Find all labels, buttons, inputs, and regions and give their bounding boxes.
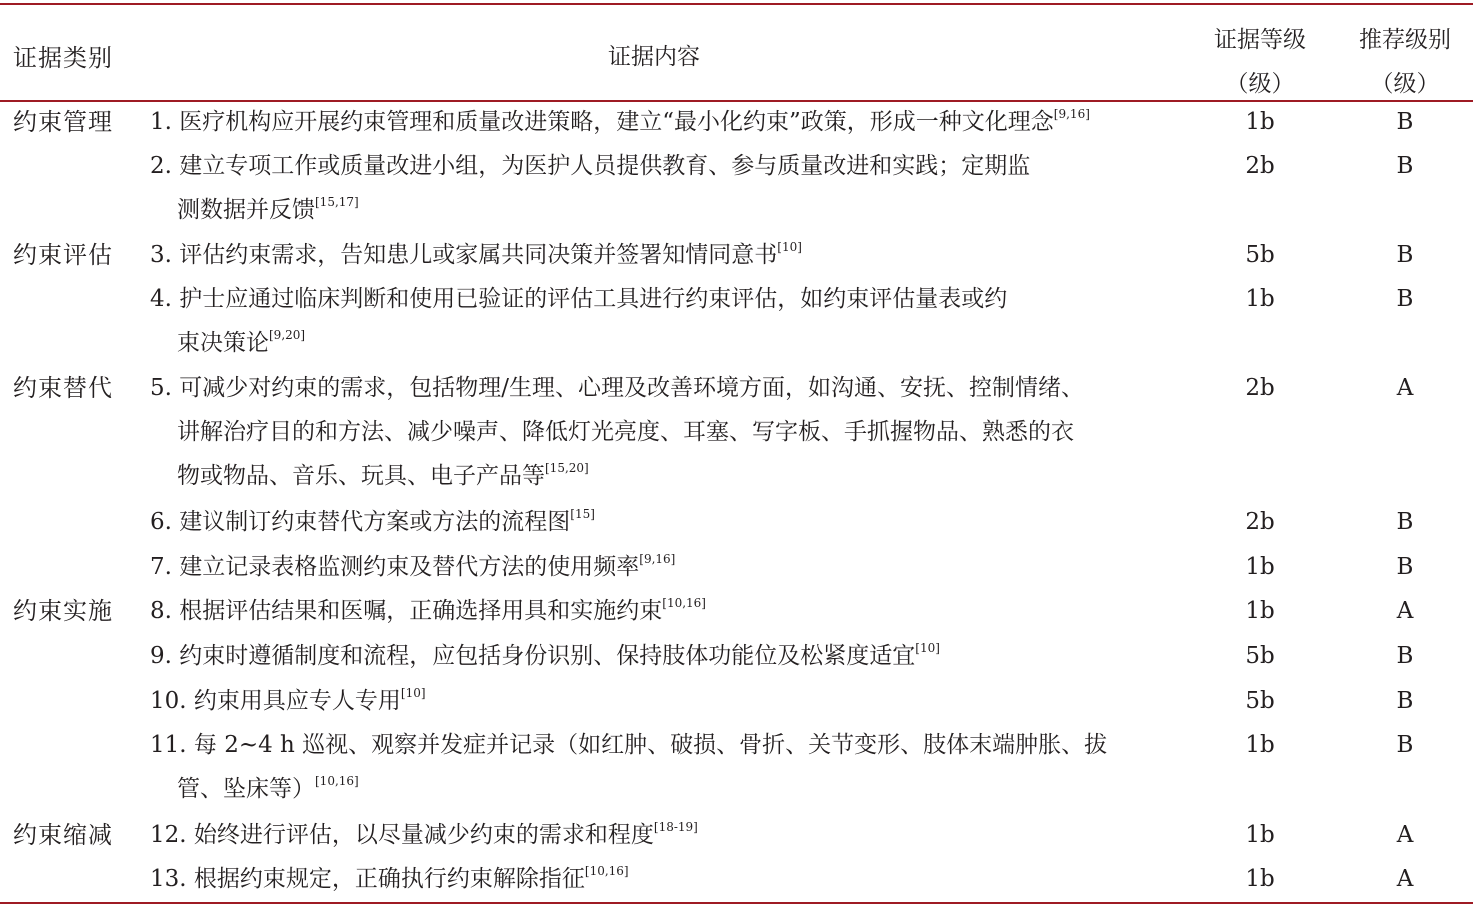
row-number: 13.: [150, 866, 187, 892]
table-row: [150, 144, 1180, 232]
row-text: 根据约束规定，正确执行约束解除指征: [193, 866, 585, 892]
evidence-grade: 1b: [1245, 286, 1275, 312]
recommendation-level: A: [1396, 598, 1414, 624]
citation: [10,16]: [584, 864, 629, 878]
table-row: [150, 723, 1180, 811]
recommendation-level: B: [1396, 554, 1414, 580]
recommendation-level: B: [1396, 153, 1414, 179]
category-label: 约束替代: [13, 374, 113, 402]
evidence-grade: 1b: [1245, 866, 1275, 892]
header-recommendation: [1350, 18, 1460, 106]
table-row: [150, 813, 1180, 857]
header-grade-line1: 证据等级: [1214, 27, 1306, 53]
evidence-grade: 5b: [1245, 643, 1275, 669]
row-text: 可减少对约束的需求，包括物理/生理、心理及改善环境方面，如沟通、安抚、控制情绪、: [179, 375, 1085, 401]
table-row: [150, 277, 1180, 365]
evidence-grade: 1b: [1245, 598, 1275, 624]
row-number: 8.: [150, 598, 172, 624]
table-row: [150, 679, 1180, 723]
row-number: 10.: [150, 688, 187, 714]
row-text: 约束时遵循制度和流程，应包括身份识别、保持肢体功能位及松紧度适宜: [179, 643, 916, 669]
row-text: 医疗机构应开展约束管理和质量改进策略，建立“最小化约束”政策，形成一种文化理念: [179, 109, 1054, 135]
citation: [15]: [570, 507, 595, 521]
row-text: 束决策论: [177, 330, 269, 356]
evidence-grade: 5b: [1245, 688, 1275, 714]
evidence-grade: 2b: [1245, 375, 1275, 401]
recommendation-level: B: [1396, 509, 1414, 535]
row-text: 讲解治疗目的和方法、减少噪声、降低灯光亮度、耳塞、写字板、手抓握物品、熟悉的衣: [177, 419, 1074, 445]
evidence-grade: 2b: [1245, 509, 1275, 535]
row-number: 3.: [150, 242, 172, 268]
row-text: 建立专项工作或质量改进小组，为医护人员提供教育、参与质量改进和实践；定期监: [179, 153, 1031, 179]
table-top-rule: [0, 3, 1473, 5]
row-text: 建立记录表格监测约束及替代方法的使用频率: [179, 554, 640, 580]
citation: [10,16]: [315, 774, 359, 788]
citation: [10,16]: [662, 596, 706, 610]
row-text: 建议制订约束替代方案或方法的流程图: [179, 509, 571, 535]
row-number: 5.: [150, 375, 172, 401]
category-label: 约束管理: [13, 108, 113, 136]
recommendation-level: A: [1396, 375, 1414, 401]
evidence-grade: 1b: [1245, 109, 1275, 135]
citation: [15,20]: [545, 461, 589, 475]
recommendation-level: A: [1396, 866, 1414, 892]
row-text: 始终进行评估，以尽量减少约束的需求和程度: [193, 822, 654, 848]
category-label: 约束缩减: [13, 821, 113, 849]
recommendation-level: B: [1396, 286, 1414, 312]
row-number: 2.: [150, 153, 172, 179]
row-number: 12.: [150, 822, 187, 848]
row-number: 7.: [150, 554, 172, 580]
evidence-grade: 1b: [1245, 554, 1275, 580]
recommendation-level: B: [1396, 242, 1414, 268]
row-number: 6.: [150, 509, 172, 535]
category-label: 约束评估: [13, 241, 113, 269]
citation: [9,16]: [1053, 107, 1090, 121]
table-row: [150, 500, 1180, 544]
recommendation-level: B: [1396, 109, 1414, 135]
evidence-grade: 2b: [1245, 153, 1275, 179]
table-row: [150, 100, 1180, 144]
evidence-grade: 1b: [1245, 732, 1275, 758]
recommendation-level: B: [1396, 688, 1414, 714]
table-row: [150, 589, 1180, 633]
recommendation-level: B: [1396, 732, 1414, 758]
citation: [10]: [777, 240, 802, 254]
citation: [10]: [915, 641, 940, 655]
header-rec-line1: 推荐级别: [1359, 27, 1451, 53]
row-text: 根据评估结果和医嘱，正确选择用具和实施约束: [179, 598, 663, 624]
table-row: [150, 545, 1180, 589]
row-text: 测数据并反馈: [177, 197, 315, 223]
row-text: 每 2~4 h 巡视、观察并发症并记录（如红肿、破损、骨折、关节变形、肢体末端肿胀、拔: [193, 732, 1108, 758]
table-row: [150, 634, 1180, 678]
row-number: 4.: [150, 286, 172, 312]
table-row: [150, 233, 1180, 277]
table-bottom-rule: [0, 902, 1473, 904]
row-text: 管、坠床等）: [177, 776, 315, 802]
row-number: 9.: [150, 643, 172, 669]
citation: [9,20]: [269, 328, 306, 342]
citation: [10]: [400, 686, 426, 700]
header-grade-line2: （级）: [1225, 71, 1295, 97]
evidence-grade: 5b: [1245, 242, 1275, 268]
row-number: 11.: [150, 732, 187, 758]
evidence-grade: 1b: [1245, 822, 1275, 848]
row-text: 评估约束需求，告知患儿或家属共同决策并签署知情同意书: [179, 242, 778, 268]
citation: [18-19]: [653, 820, 698, 834]
header-content: 证据内容: [608, 44, 700, 70]
citation: [15,17]: [315, 195, 359, 209]
row-text: 约束用具应专人专用: [193, 688, 401, 714]
header-category: 证据类别: [13, 44, 113, 72]
table-row: [150, 857, 1180, 901]
table-row: [150, 366, 1180, 498]
header-grade: [1205, 18, 1315, 106]
row-text: 物或物品、音乐、玩具、电子产品等: [177, 463, 545, 489]
category-label: 约束实施: [13, 597, 113, 625]
recommendation-level: A: [1396, 822, 1414, 848]
row-text: 护士应通过临床判断和使用已验证的评估工具进行约束评估，如约束评估量表或约: [179, 286, 1008, 312]
recommendation-level: B: [1396, 643, 1414, 669]
citation: [9,16]: [639, 552, 676, 566]
header-rec-line2: （级）: [1370, 71, 1440, 97]
row-number: 1.: [150, 109, 172, 135]
